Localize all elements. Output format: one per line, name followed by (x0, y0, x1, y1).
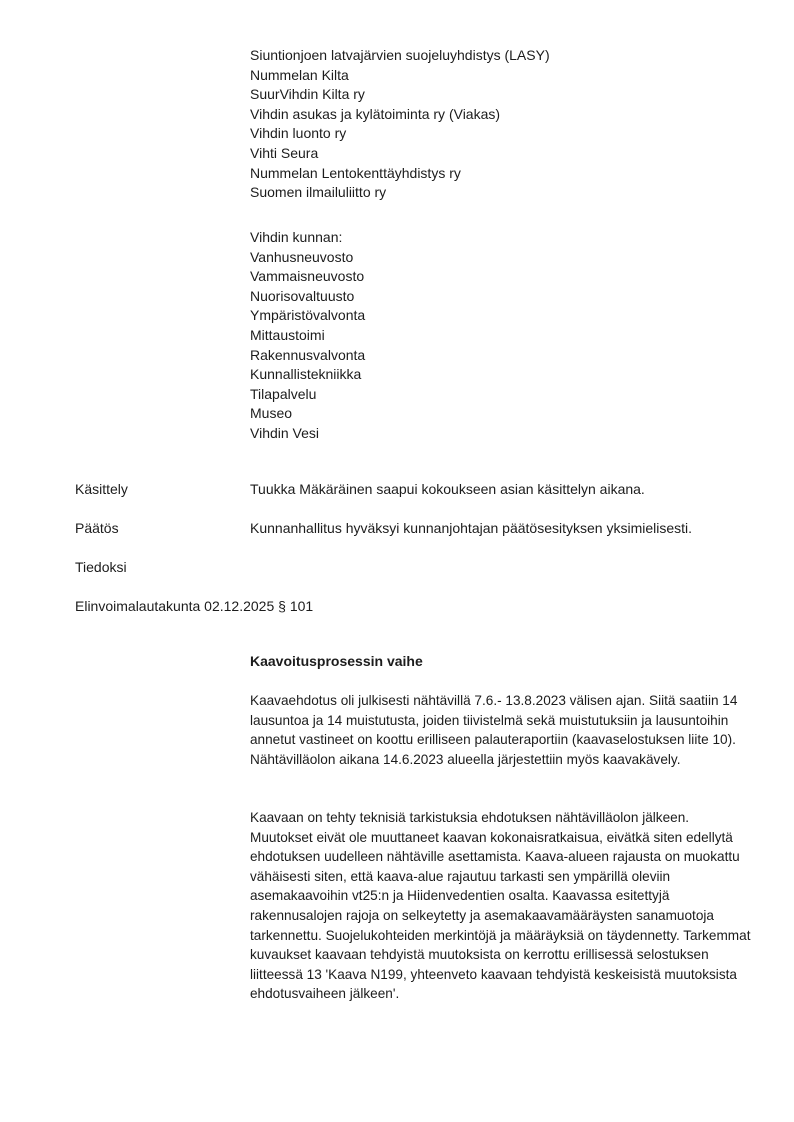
list-item: Mittaustoimi (250, 326, 325, 343)
list-item: Siuntionjoen latvajärvien suojeluyhdistys (LASY) (250, 47, 550, 63)
list-item: Nummelan Kilta (250, 66, 349, 83)
list-item: Suomen ilmailuliitto ry (250, 184, 387, 201)
processing-row (0, 480, 794, 500)
decision-text: Kunnanhallitus hyväksyi kunnanjohtajan päätösesityksen yksimielisesti. (250, 520, 693, 536)
list-item: Rakennusvalvonta (250, 346, 366, 363)
list-item: Vanhusneuvosto (250, 248, 354, 265)
section-heading: Kaavoitusprosessin vaihe (250, 653, 423, 669)
decision-label: Päätös (75, 520, 119, 536)
list-item: SuurVihdin Kilta ry (250, 86, 365, 103)
municipal-bodies-list (250, 228, 365, 444)
municipal-list-heading: Vihdin kunnan: (250, 229, 343, 245)
list-item: Vihdin luonto ry (250, 125, 347, 142)
list-item: Vammaisneuvosto (250, 268, 365, 285)
committee-reference: Elinvoimalautakunta 02.12.2025 § 101 (75, 598, 314, 614)
paragraph: Kaavaan on tehty teknisiä tarkistuksia ehdotuksen nähtävilläolon jälkeen. Muutokset eivät ole muuttaneet kaavan kokonaisratkaisua, eivätkä siten edellytä ehdotuksen uudelleen nähtäville asettamista. Kaava-alueen rajausta on muokattu vähäisesti siten, että kaava-alue rajautuu tarkasti sen ympärillä oleviin asemakaavoihin vt25:n ja Hiidenvedentien osalta. Kaavassa esitettyjä rakennusalojen rajoja on selkeytetty ja asemakaavamääräysten sanamuotoja tarkennettu. Suojelukohteiden merkintöjä ja määräyksiä on täydennetty. Tarkemmat kuvaukset kaavaan tehdyistä muutoksista on kerrottu erillisessä selostuksen liitteessä 13 'Kaava N199, yhteenveto kaavaan tehdyistä keskeisistä muutoksista ehdotusvaiheen jälkeen'. (250, 810, 751, 1002)
for-information-label: Tiedoksi (75, 559, 127, 575)
list-item: Ympäristövalvonta (250, 307, 366, 324)
list-item: Vihti Seura (250, 144, 319, 161)
list-item: Tilapalvelu (250, 385, 317, 402)
for-information-row (0, 558, 794, 578)
decision-row (0, 519, 794, 539)
list-item: Museo (250, 405, 293, 422)
list-item: Vihdin Vesi (250, 424, 320, 441)
processing-label: Käsittely (75, 481, 128, 497)
processing-text: Tuukka Mäkäräinen saapui kokoukseen asian käsittelyn aikana. (250, 481, 645, 497)
recipient-organizations-list (250, 46, 550, 203)
list-item: Kunnallistekniikka (250, 366, 362, 383)
list-item: Nuorisovaltuusto (250, 287, 355, 304)
paragraph: Kaavaehdotus oli julkisesti nähtävillä 7.6.- 13.8.2023 välisen ajan. Siitä saatiin 14 lausuntoa ja 14 muistutusta, joiden tiivistelmä sekä muistutuksiin ja lausuntoihin annetut vastineet on koottu erilliseen palauteraportiin (kaavaselostuksen liite 10). Nähtävilläolon aikana 14.6.2023 alueella järjestettiin myös kaavakävely. (250, 693, 738, 767)
list-item: Nummelan Lentokenttäyhdistys ry (250, 164, 461, 181)
list-item: Vihdin asukas ja kylätoiminta ry (Viakas) (250, 105, 501, 122)
